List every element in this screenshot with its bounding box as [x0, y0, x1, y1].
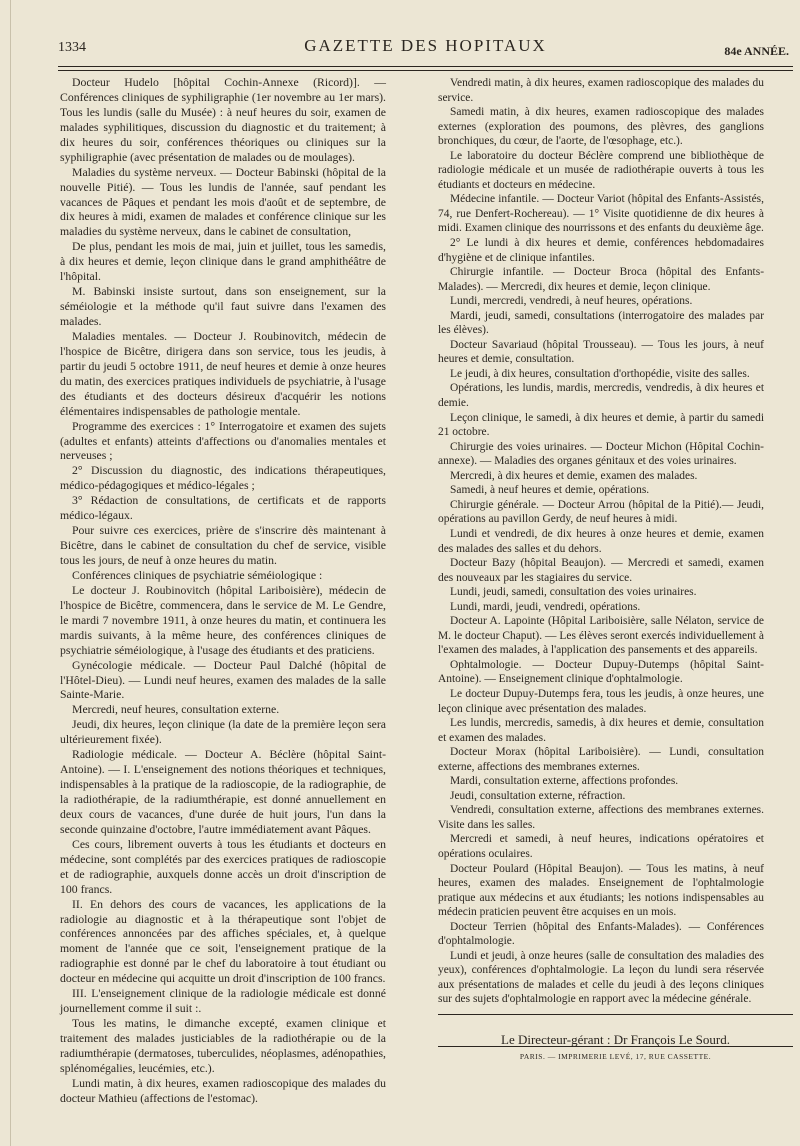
printer-imprint: PARIS. — IMPRIMERIE LEVÉ, 17, RUE CASSETTE. — [519, 1052, 712, 1061]
paragraph: De plus, pendant les mois de mai, juin et juillet, tous les samedis, à dix heures et demie, leçon clinique dans le grand amphithéâtre de l'hôpital. — [60, 240, 386, 284]
paragraph: Ces cours, librement ouverts à tous les étudiants et docteurs en médecine, sont complétés par des exercices pratiques de radioscopie et de radiographie, auxquels donne accès un droit d'inscription de 100 francs. — [60, 837, 386, 896]
paragraph: Mercredi, neuf heures, consultation externe. — [72, 703, 280, 717]
paragraph: Médecine infantile. — Docteur Variot (hôpital des Enfants-Assistés, 74, rue Denfert-Rochereau). — 1° Visite quotidienne de dix heures à midi. Examen clinique des nourrissons et des enfants du deuxième âge. — [438, 193, 764, 235]
volume-year: 84e ANNÉE. — [724, 44, 789, 58]
paragraph: Lundi, mercredi, vendredi, à neuf heures, opérations. — [450, 295, 693, 308]
paragraph: Docteur Terrien (hôpital des Enfants-Malades). — Conférences d'ophtalmologie. — [438, 920, 764, 948]
paragraph: Pour suivre ces exercices, prière de s'inscrire dès maintenant à Bicêtre, dans le cabinet de consultation du chef de service, visible tous les jours, de neuf à onze heures du matin. — [60, 524, 386, 567]
paragraph: Chirurgie générale. — Docteur Arrou (hôpital de la Pitié).— Jeudi, opérations au pavillon Gerdy, de neuf heures à midi. — [438, 498, 764, 526]
paragraph: Lundi matin, à dix heures, examen radioscopique des malades du docteur Mathieu (affections de l'estomac). — [60, 1076, 386, 1105]
paragraph: II. En dehors des cours de vacances, les applications de la radiologie au diagnostic et à la thérapeutique sont l'objet de conférences annoncées par des affiches spéciales, et, à quelque moment de l'année que ce soit, l'enseignement pratique de la radiographie est donné par le chef du laboratoire à tout étudiant ou docteur en médecine qui acquitte un droit d'inscription de 100 francs. — [60, 897, 386, 986]
paragraph: Lundi et vendredi, de dix heures à onze heures et demie, examen des malades des salles et du dehors. — [438, 527, 764, 555]
paragraph: Docteur Hudelo [hôpital Cochin-Annexe (Ricord)]. — Conférences cliniques de syphiligraphie (1er novembre au 1er mars). Tous les lundis (salle du Musée) : à neuf heures du soir, examen de malades syphilitiques, discussion du diagnostic et du traitement; à dix heures du soir, conférences théoriques ou cliniques sur la syphiligraphie (avec présentation de malades ou de moulages). — [60, 76, 386, 164]
paragraph: 2° Le lundi à dix heures et demie, conférences hebdomadaires d'hygiène et de clinique infantiles. — [438, 237, 764, 264]
paragraph: Samedi matin, à dix heures, examen radioscopique des malades externes (exploration des poumons, des plèvres, des ganglions bronchiques, du cœur, de l'aorte, de l'œsophage, etc.). — [438, 106, 764, 148]
paragraph: Mardi, jeudi, samedi, consultations (interrogatoire des malades par les élèves). — [438, 309, 764, 337]
paragraph: Le docteur Dupuy-Dutemps fera, tous les jeudis, à onze heures, une leçon clinique avec présentation des malades. — [438, 687, 764, 715]
page-edge-shadow — [10, 0, 11, 1146]
paragraph: Docteur A. Lapointe (Hôpital Lariboisière, salle Nélaton, service de M. le docteur Chaput). — Les élèves seront exercés individuellement à l'examen des malades, à l'application des pansements et des appareils. — [438, 615, 764, 657]
paragraph: Samedi, à neuf heures et demie, opérations. — [450, 484, 650, 497]
paragraph: Les lundis, mercredis, samedis, à dix heures et demie, consultation et examen des malades. — [438, 717, 764, 744]
paragraph: Ophtalmologie. — Docteur Dupuy-Dutemps (hôpital Saint-Antoine). — Enseignement clinique d'ophtalmologie. — [438, 658, 764, 686]
paragraph: 3° Rédaction de consultations, de certificats et de rapports médico-légaux. — [60, 494, 386, 523]
paragraph: Chirurgie des voies urinaires. — Docteur Michon (Hôpital Cochin-annexe). — Maladies des organes génitaux et des voies urinaires. — [438, 440, 764, 468]
left-column — [60, 76, 386, 1107]
paragraph: 2° Discussion du diagnostic, des indications thérapeutiques, médico-pédagogiques et médico-légales ; — [60, 464, 386, 493]
paragraph: Docteur Poulard (Hôpital Beaujon). — Tous les matins, à neuf heures, examen des malades. Enseignement de l'ophtalmologie pratique aux médecins et aux étudiants; les notions indispensables au médecin praticien peuvent être acquises en un mois. — [438, 862, 764, 919]
paragraph: Chirurgie infantile. — Docteur Broca (hôpital des Enfants-Malades). — Mercredi, dix heures et demie, leçon clinique. — [438, 266, 764, 293]
page-header — [58, 36, 793, 62]
header-rule-top — [58, 66, 793, 67]
paragraph: Vendredi matin, à dix heures, examen radioscopique des malades du service. — [438, 77, 764, 104]
paragraph: Lundi, jeudi, samedi, consultation des voies urinaires. — [450, 586, 697, 599]
paragraph: Conférences cliniques de psychiatrie séméiologique : — [72, 568, 323, 582]
journal-title: GAZETTE DES HOPITAUX — [304, 36, 547, 55]
paragraph: M. Babinski insiste surtout, dans son enseignement, sur la séméiologie et la méthode qu'il faut suivre dans l'examen des malades. — [60, 285, 386, 328]
right-column — [438, 76, 764, 1007]
paragraph: Tous les matins, le dimanche excepté, examen clinique et traitement des malades justiciables de la radiothérapie ou de la radiumthérapie (dermatoses, tuberculides, néoplasmes, adénopathies, splénomégalies, leucémies, etc.). — [60, 1017, 386, 1075]
paragraph: Mardi, consultation externe, affections profondes. — [450, 775, 679, 788]
footer-rule-bottom — [438, 1046, 793, 1047]
paragraph: Docteur Morax (hôpital Lariboisière). — Lundi, consultation externe, affections des membranes externes. — [438, 746, 764, 773]
paragraph: III. L'enseignement clinique de la radiologie médicale est donné journellement comme il suit :. — [60, 987, 386, 1016]
paragraph: Maladies mentales. — Docteur J. Roubinovitch, médecin de l'hospice de Bicêtre, dirigera dans son service, tous les jeudis, à partir du jeudi 5 octobre 1911, de neuf heures et demie à onze heures du matin, des exercices pratiques individuels de psychiatrie, à l'usage des étudiants et des docteurs désireux d'acquérir les notions élémentaires indispensables de pathologie mentale. — [60, 329, 386, 418]
footer-rule-top — [438, 1014, 793, 1015]
paragraph: Vendredi, consultation externe, affections des membranes externes. Visite dans les salles. — [438, 804, 764, 831]
paragraph: Lundi et jeudi, à onze heures (salle de consultation des maladies des yeux), conférences d'ophtalmologie. La leçon du lundi sera réservée aux présentations de malades et celle du jeudi à des leçons cliniques sur des sujets d'ophtalmologie en rapport avec la médecine générale. — [438, 949, 764, 1006]
paragraph: Opérations, les lundis, mardis, mercredis, vendredis, à dix heures et demie. — [438, 382, 764, 410]
paragraph: Leçon clinique, le samedi, à dix heures et demie, à partir du samedi 21 octobre. — [438, 411, 764, 439]
paragraph: Radiologie médicale. — Docteur A. Béclère (hôpital Saint-Antoine). — I. L'enseignement des notions théoriques et techniques, indispensables à la pratique de la radioscopie, de la radiographie, de la radiothérapie, de la radiumthérapie, est donné annuellement en deux cours de vacances, d'une durée de huit jours, l'un dans la seconde quinzaine d'octobre, l'autre immédiatement avant Pâques. — [60, 748, 386, 836]
header-rule-bottom — [58, 70, 793, 71]
paragraph: Jeudi, dix heures, leçon clinique (la date de la première leçon sera ultérieurement fixée). — [60, 718, 386, 747]
director-signature: Le Directeur-gérant : Dr François Le Sourd. — [501, 1032, 730, 1047]
paragraph: Maladies du système nerveux. — Docteur Babinski (hôpital de la nouvelle Pitié). — Tous les lundis de l'année, sauf pendant les vacances de Pâques et pendant les mois d'août et de septembre, de dix heures à midi, examen de malades et conférence clinique sur les maladies du système nerveux, dans le cabinet de consultation, — [60, 165, 386, 239]
paragraph: Mercredi et samedi, à neuf heures, indications opératoires et opérations oculaires. — [438, 833, 764, 860]
paragraph: Le docteur J. Roubinovitch (hôpital Lariboisière), médecin de l'hospice de Bicêtre, commencera, dans le service de M. Le Gendre, le mardi 7 novembre 1911, à onze heures du matin, et continuera les mardis suivants, à la même heure, des conférences cliniques de psychiatrie séméiologique, à l'usage des étudiants et des praticiens. — [60, 583, 386, 657]
paragraph: Lundi, mardi, jeudi, vendredi, opérations. — [450, 600, 641, 613]
paragraph: Mercredi, à dix heures et demie, examen des malades. — [450, 469, 698, 482]
paragraph: Programme des exercices : 1° Interrogatoire et examen des sujets (adultes et enfants) atteints d'affections ou d'anomalies mentales et nerveuses ; — [60, 419, 386, 463]
paragraph: Le laboratoire du docteur Béclère comprend une bibliothèque de radiologie médicale et un musée de radiothérapie ouverts à tous les étudiants et docteurs en médecine. — [438, 149, 764, 191]
paragraph: Jeudi, consultation externe, réfraction. — [450, 789, 626, 802]
paragraph: Docteur Bazy (hôpital Beaujon). — Mercredi et samedi, examen des nouveaux par les stagiaires du service. — [438, 557, 764, 584]
paragraph: Gynécologie médicale. — Docteur Paul Dalché (hôpital de l'Hôtel-Dieu). — Lundi neuf heures, examen des malades de la salle Sainte-Marie. — [60, 658, 386, 702]
paragraph: Docteur Savariaud (hôpital Trousseau). — Tous les jours, à neuf heures et demie, consultation. — [438, 338, 764, 366]
paragraph: Le jeudi, à dix heures, consultation d'orthopédie, visite des salles. — [450, 367, 750, 380]
page-number: 1334 — [58, 40, 86, 55]
